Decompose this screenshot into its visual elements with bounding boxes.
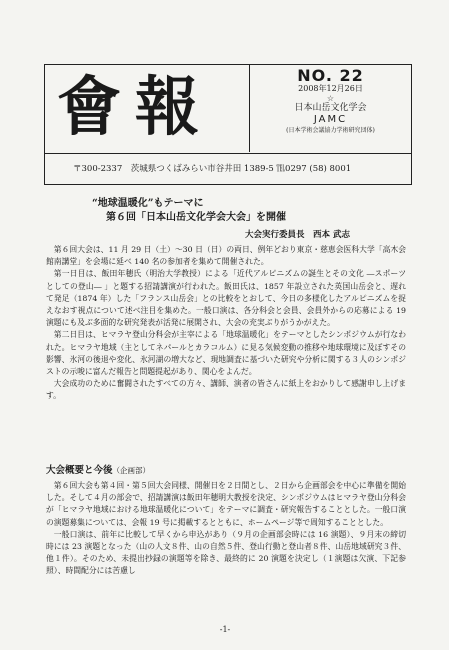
section-title: 大会概要と今後: [46, 465, 113, 476]
address-line: 〒300-2337 茨城県つくばみらい市谷井田 1389-5 ℡0297 (58) 8001: [45, 153, 411, 183]
newsletter-title: 會報: [57, 70, 213, 145]
headline-line-1: “地球温暖化”もテーマに: [92, 198, 204, 209]
page-number: -1-: [219, 625, 231, 634]
headline-line-2: 第６回「日本山岳文化学会大会」を開催: [106, 212, 286, 223]
organization-abbr: JAMC: [313, 114, 348, 125]
section-department: （企画部）: [112, 466, 151, 475]
title-box: [45, 65, 250, 152]
section-paragraph: 第６回大会も第４回・第５回大会同様、開催日を２日間とし、２日から企画部会を中心に準備を開始した。そして４月の部会で、招請講演は飯田年穂明大教授を決定、シンポジウムはヒマラヤ登山分科会が「ヒマラヤ地域における地球温暖化について」をテーマに調査・研究報告することとした。一般口演の演題募集については、会報 19 号に掲載するとともに、ホームページ等で周知することとした。: [46, 481, 406, 527]
issue-number: NO. 22: [297, 66, 364, 85]
article-paragraph: 第二日目は、ヒマラヤ登山分科会が主宰による「地球温暖化」をテーマとしたシンポジウムが行なわれた。ヒマラヤ地域（主としてネパールとカラコルム）に見る気候変動の推移や地球環境に及ぼすその影響、氷河の後退や変化、氷河湖の増大など、現地調査に基づいた研究や分析に関する３人のシンポジストの示唆に富んだ報告と問題提起があり、関心をよんだ。: [46, 330, 406, 377]
issue-info: [250, 65, 411, 152]
article-paragraph: 大会成功のために奮闘されたすべての方々、講師、演者の皆さんに紙上をおかりして感謝申し上げます。: [46, 379, 406, 401]
article-paragraph: 第６回大会は、11 月 29 日（土）～30 日（日）の両日、例年どおり東京・慈恵会医科大学「高木会館南講堂」を会場に延べ 140 名の参加者を集めて開催された。: [46, 245, 406, 267]
masthead: [44, 64, 412, 185]
organization-subtitle: (日本学術会議協力学術研究団体): [286, 127, 375, 134]
organization-name: 日本山岳文化学会: [294, 103, 367, 113]
article-headline: [92, 197, 392, 225]
article-paragraph: 第一日目は、飯田年穂氏（明治大学教授）による「近代アルピニズムの誕生とその文化 ―スポーツとしての登山― 」と題する招請講演が行われた。飯田氏は、1857 年設立された英国山岳会と、遅れて発足（1874 年）した「フランス山岳会」との比較をとおして、今日の多様化したアルピニズムを捉えなおす視点について述べ注目を集めた。一般口演は、各分科会と会員、会員外からの応募による 19 演題にも及ぶ多面的な研究発表が活発に展開され、大会の充実ぶりがうかがえた。: [46, 269, 406, 328]
article-byline: 大会実行委員長 西本 武志: [245, 230, 350, 240]
issue-date: 2008年12月26日: [298, 84, 363, 93]
article-body: [46, 244, 406, 403]
section-body: [46, 480, 406, 578]
section-heading: [46, 462, 150, 476]
star-icon: ☆: [326, 94, 335, 103]
section-paragraph: 一般口演は、前年に比較して早くから申込があり（９月の企画部会時には 16 演題）、９月末の締切時には 23 演題となった（山の人文８件、山の自然５件、登山行動と登山者８件、山岳地域研究３件、他１件）。そのため、未提出抄録の演題等を除き、最終的に 20 演題を決定し（１演題は欠演、下記参照）、時間配分には苦慮し: [46, 529, 406, 576]
